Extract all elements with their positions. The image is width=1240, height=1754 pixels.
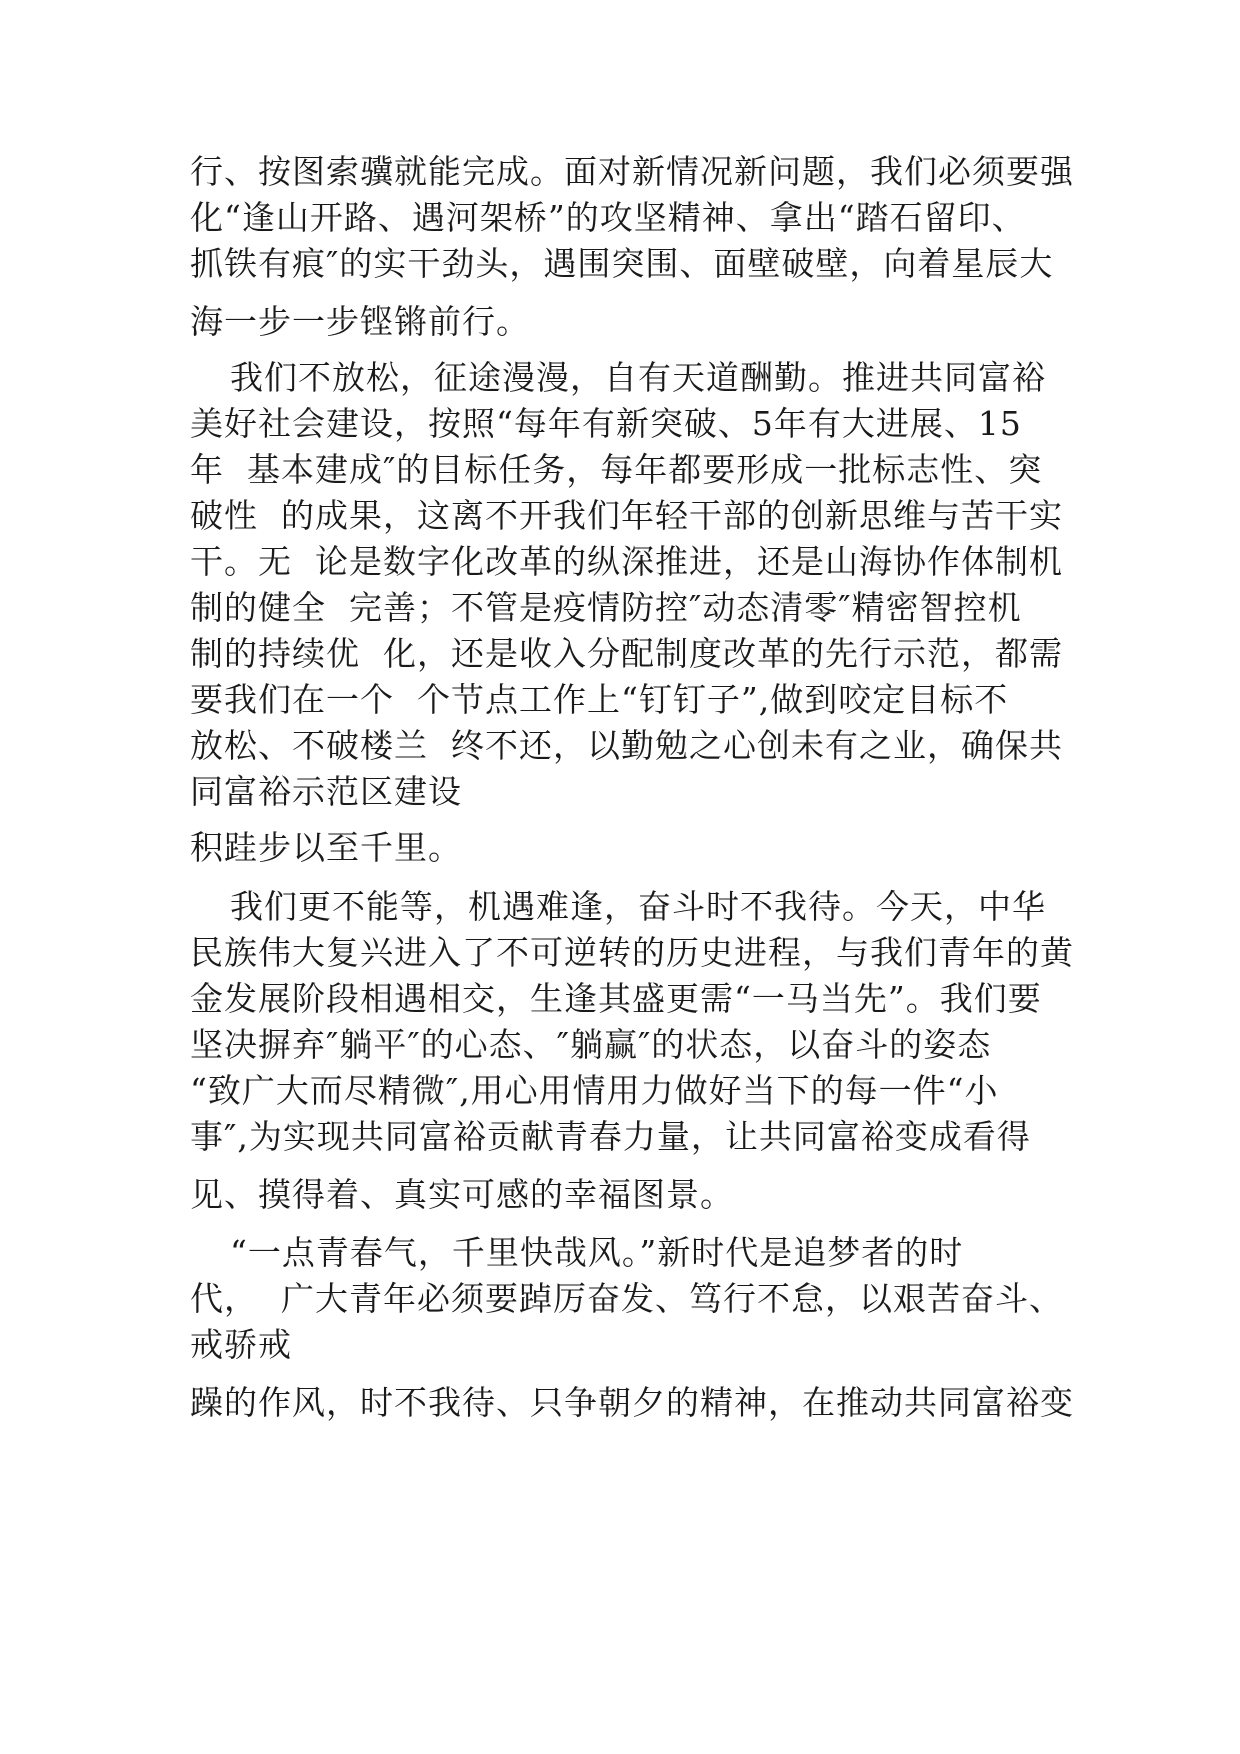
text-line: 金发展阶段相遇相交，生逢其盛更需“一马当先”。我们要 — [190, 979, 1042, 1018]
text-line: 化“逢山开路、遇河架桥”的攻坚精神、拿出“踏石留印、 — [190, 198, 1026, 237]
text-line: 代， 广大青年必须要踔厉奋发、笃行不怠，以艰苦奋斗、 — [190, 1279, 1063, 1318]
text-line: 放松、不破楼兰 终不还，以勤勉之心创未有之业，确保共 — [190, 726, 1063, 765]
text-line: 年 基本建成″的目标任务，每年都要形成一批标志性、突 — [190, 450, 1043, 489]
text-line: 抓铁有痕″的实干劲头，遇围突围、面壁破壁，向着星辰大 — [190, 244, 1054, 283]
text-line: 戒骄戒 — [190, 1325, 292, 1364]
text-line: “致广大而尽精微″,用心用情用力做好当下的每一件“小 — [190, 1071, 999, 1110]
text-line: 坚决摒弃″躺平″的心态、″躺赢″的状态，以奋斗的姿态 — [190, 1025, 992, 1064]
paragraph-first-line: “一点青春气，千里快哉风。”新时代是追梦者的时 — [230, 1233, 964, 1272]
text-line: 事″,为实现共同富裕贡献青春力量，让共同富裕变成看得 — [190, 1117, 1031, 1156]
text-line: 要我们在一个 个节点工作上“钉钉子”,做到咬定目标不 — [190, 680, 1009, 719]
text-line: 积跬步以至千里。 — [190, 828, 462, 867]
text-line: 破性 的成果，这离不开我们年轻干部的创新思维与苦干实 — [190, 496, 1063, 535]
text-line: 制的健全 完善；不管是疫情防控″动态清零″精密智控机 — [190, 588, 1022, 627]
text-line: 见、摸得着、真实可感的幸福图景。 — [190, 1175, 734, 1214]
paragraph-first-line: 我们不放松，征途漫漫，自有天道酬勤。推进共同富裕 — [230, 358, 1046, 397]
text-line: 干。无 论是数字化改革的纵深推进，还是山海协作体制机 — [190, 542, 1063, 581]
paragraph-first-line: 我们更不能等，机遇难逢，奋斗时不我待。今天，中华 — [230, 887, 1046, 926]
text-line: 行、按图索骥就能完成。面对新情况新问题，我们必须要强 — [190, 152, 1074, 191]
text-line: 躁的作风，时不我待、只争朝夕的精神，在推动共同富裕变 — [190, 1383, 1074, 1422]
text-line: 民族伟大复兴进入了不可逆转的历史进程，与我们青年的黄 — [190, 933, 1074, 972]
text-line: 同富裕示范区建设 — [190, 772, 462, 811]
text-line: 制的持续优 化，还是收入分配制度改革的先行示范，都需 — [190, 634, 1063, 673]
text-line: 美好社会建设，按照“每年有新突破、5年有大进展、15 — [190, 404, 1022, 443]
text-line: 海一步一步铿锵前行。 — [190, 302, 530, 341]
